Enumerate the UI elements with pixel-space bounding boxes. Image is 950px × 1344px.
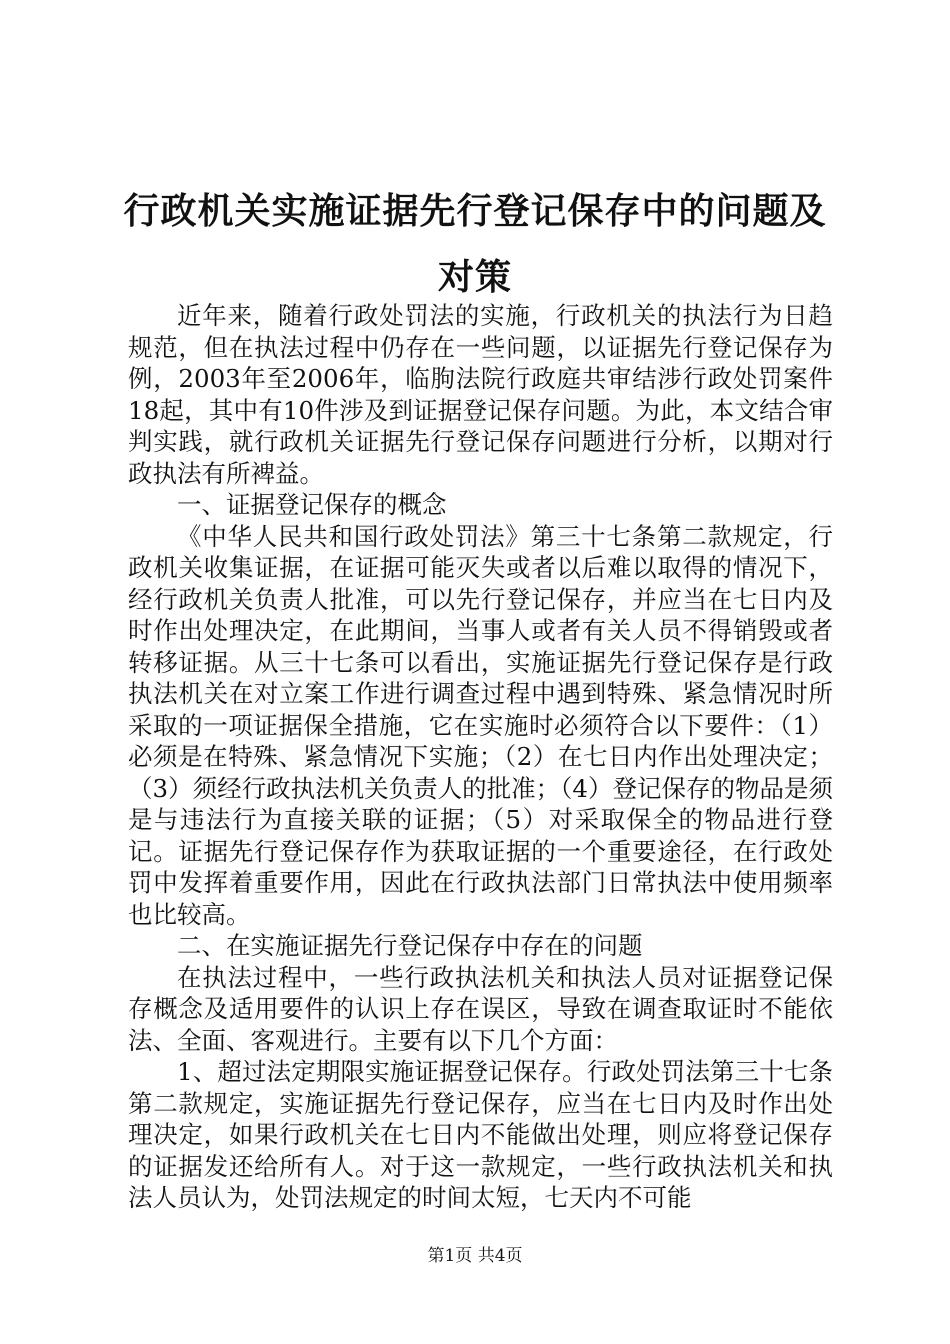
section-heading-1: 一、证据登记保存的概念 [177, 490, 447, 519]
paragraph-problems-intro: 在执法过程中，一些行政执法机关和执法人员对证据登记保存概念及适用要件的认识上存在误区，导致在调查取证时不能依法、全面、客观进行。主要有以下几个方面： [128, 962, 833, 1055]
paragraph-intro: 近年来，随着行政处罚法的实施，行政机关的执法行为日趋规范，但在执法过程中仍存在一些问题，以证据先行登记保存为例，2003年至2006年，临朐法院行政庭共审结涉行政处罚案件18起，其中有10件涉及到证据登记保存问题。为此，本文结合审判实践，就行政机关证据先行登记保存问题进行分析，以期对行政执法有所裨益。 [128, 301, 833, 488]
paragraph-problem-1: 1、超过法定期限实施证据登记保存。行政处罚法第三十七条第二款规定，实施证据先行登记保存，应当在七日内及时作出处理决定，如果行政机关在七日内不能做出处理，则应将登记保存的证据发还给所有人。对于这一款规定，一些行政执法机关和执法人员认为，处罚法规定的时间太短，七天内不可能 [128, 1057, 833, 1212]
page-footer: 第1页 共4页 [427, 1246, 523, 1266]
document-body [128, 300, 833, 1214]
document-title: 行政机关实施证据先行登记保存中的问题及对策 [123, 190, 827, 298]
section-heading-2: 二、在实施证据先行登记保存中存在的问题 [177, 931, 643, 960]
paragraph-concept: 《中华人民共和国行政处罚法》第三十七条第二款规定，行政机关收集证据，在证据可能灭失或者以后难以取得的情况下，经行政机关负责人批准，可以先行登记保存，并应当在七日内及时作出处理决定，在此期间，当事人或者有关人员不得销毁或者转移证据。从三十七条可以看出，实施证据先行登记保存是行政执法机关在对立案工作进行调查过程中遇到特殊、紧急情况时所采取的一项证据保全措施，它在实施时必须符合以下要件：（1）必须是在特殊、紧急情况下实施；（2）在七日内作出处理决定；（3）须经行政执法机关负责人的批准；（4）登记保存的物品是须是与违法行为直接关联的证据；（5）对采取保全的物品进行登记。证据先行登记保存作为获取证据的一个重要途径，在行政处罚中发挥着重要作用，因此在行政执法部门日常执法中使用频率也比较高。 [128, 521, 833, 929]
